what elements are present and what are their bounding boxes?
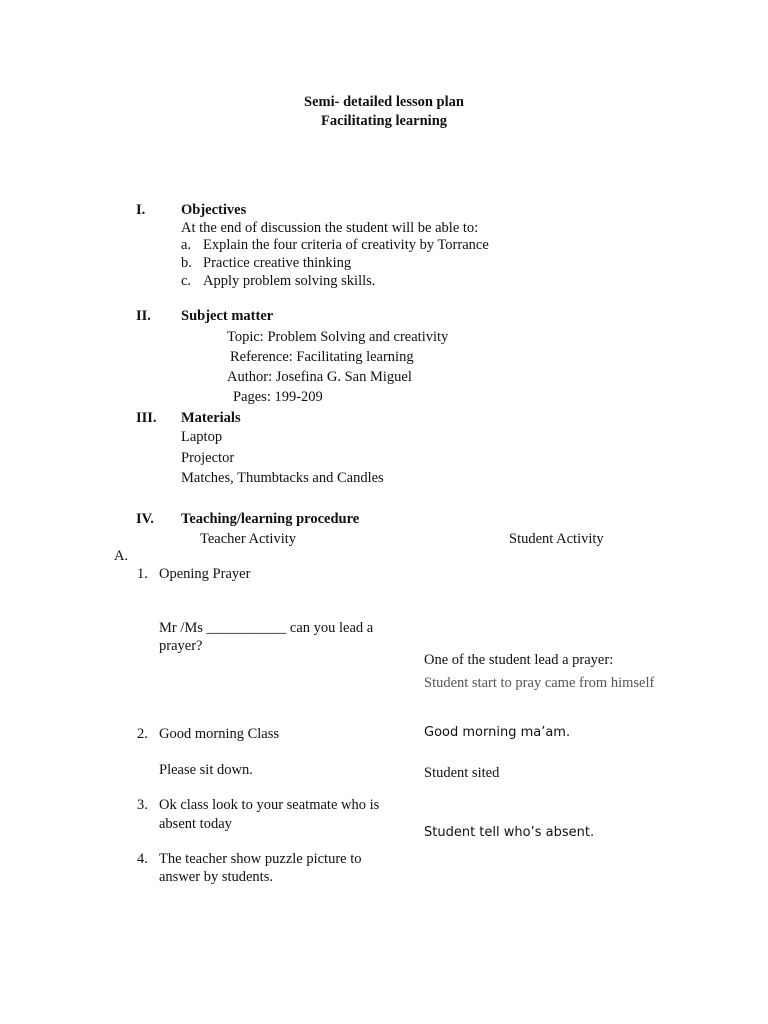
teacher-prayer-line1: Mr /Ms ___________ can you lead a xyxy=(159,620,374,636)
student-activity-header: Student Activity xyxy=(509,531,604,547)
document-subtitle: Facilitating learning xyxy=(320,113,448,129)
objective-marker-b: b. xyxy=(181,255,192,271)
student-absent: Student tell who’s absent. xyxy=(424,825,595,840)
objectives-heading: Objectives xyxy=(181,202,247,218)
objective-text-c: Apply problem solving skills. xyxy=(203,273,376,289)
subject-reference: Reference: Facilitating learning xyxy=(230,349,414,365)
step-text: Good morning Class xyxy=(159,726,280,742)
step-number: 3. xyxy=(137,797,148,813)
teacher-sit: Please sit down. xyxy=(159,762,253,778)
step-text-line1: Ok class look to your seatmate who is xyxy=(159,797,380,813)
material-item: Projector xyxy=(181,450,235,466)
subject-matter-heading: Subject matter xyxy=(181,308,274,324)
document-title: Semi- detailed lesson plan xyxy=(304,94,464,110)
step-text-line2: answer by students. xyxy=(159,869,273,885)
subject-author: Author: Josefina G. San Miguel xyxy=(227,369,412,385)
step-text-line2: absent today xyxy=(159,816,232,832)
student-prayer-note: Student start to pray came from himself xyxy=(424,675,655,691)
subject-pages: Pages: 199-209 xyxy=(233,389,323,405)
procedure-numeral: IV. xyxy=(136,511,154,527)
section-label: A. xyxy=(114,548,129,564)
student-greeting: Good morning ma’am. xyxy=(424,725,571,740)
material-item: Matches, Thumbtacks and Candles xyxy=(181,470,384,486)
step-number: 1. xyxy=(137,566,148,582)
objective-text-a: Explain the four criteria of creativity by Torrance xyxy=(203,237,489,253)
teacher-prayer-line2: prayer? xyxy=(159,638,203,654)
step-text-line1: The teacher show puzzle picture to xyxy=(159,851,362,867)
objectives-intro: At the end of discussion the student will be able to: xyxy=(181,220,479,236)
objective-text-b: Practice creative thinking xyxy=(203,255,352,271)
step-text: Opening Prayer xyxy=(159,566,251,582)
materials-heading: Materials xyxy=(181,410,241,426)
teacher-activity-header: Teacher Activity xyxy=(200,531,297,547)
objectives-numeral: I. xyxy=(136,202,146,218)
student-sited: Student sited xyxy=(424,765,500,781)
materials-numeral: III. xyxy=(136,410,157,426)
step-number: 2. xyxy=(137,726,148,742)
procedure-heading: Teaching/learning procedure xyxy=(181,511,360,527)
objective-marker-a: a. xyxy=(181,237,192,253)
objective-marker-c: c. xyxy=(181,273,192,289)
step-number: 4. xyxy=(137,851,148,867)
student-prayer: One of the student lead a prayer: xyxy=(424,652,614,668)
material-item: Laptop xyxy=(181,429,223,445)
subject-matter-numeral: II. xyxy=(136,308,151,324)
subject-topic: Topic: Problem Solving and creativity xyxy=(227,329,449,345)
